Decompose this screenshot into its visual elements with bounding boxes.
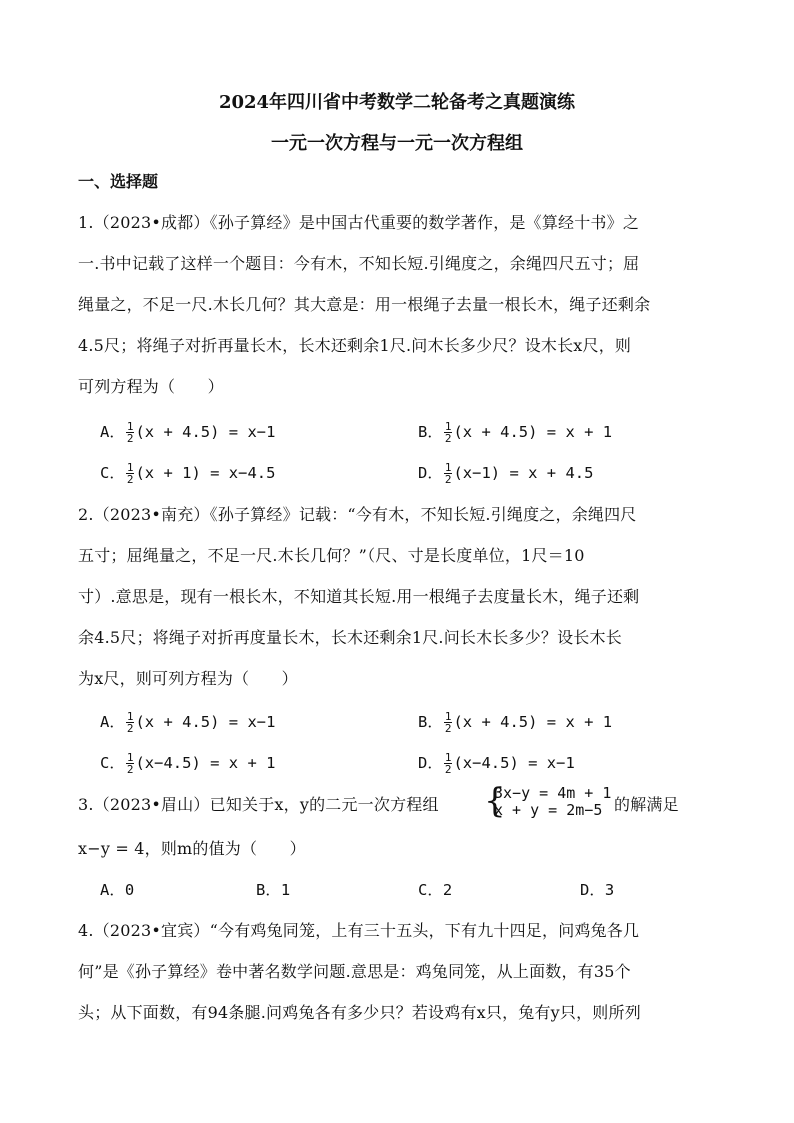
q4-line: 4.（2023•宜宾）“今有鸡兔同笼，上有三十五头，下有九十四足，问鸡兔各几 <box>78 921 640 940</box>
section-heading: 一、选择题 <box>78 172 159 191</box>
q3-option-c[interactable]: C．2 <box>418 881 453 899</box>
fraction-denominator: 2 <box>126 473 134 486</box>
fraction-numerator: 1 <box>444 420 452 433</box>
q2-line: 寸）.意思是，现有一根长木，不知道其长短.用一根绳子去度量长木，绳子还剩 <box>78 587 640 606</box>
page-title: 2024年四川省中考数学二轮备考之真题演练 <box>218 92 576 113</box>
q1-line: 4.5尺；将绳子对折再量长木，长木还剩余1尺.问木长多少尺？设木长x尺，则 <box>78 336 632 355</box>
option-text: (x−4.5) = x + 1 <box>135 754 276 772</box>
q2-option-d[interactable] <box>418 751 575 775</box>
fraction <box>126 462 135 485</box>
q1-line: 一.书中记载了这样一个题目：今有木，不知长短.引绳度之，余绳四尺五寸；屈 <box>78 254 640 273</box>
fraction-denominator: 2 <box>126 722 134 735</box>
fraction-numerator: 1 <box>444 751 452 764</box>
fraction <box>126 752 135 775</box>
q1-option-a[interactable] <box>100 420 275 444</box>
q2-line: 2.（2023•南充）《孙子算经》记载：“今有木，不知长短.引绳度之，余绳四尺 <box>78 505 637 524</box>
fraction-denominator: 2 <box>444 763 452 776</box>
q2-option-b[interactable] <box>418 710 612 734</box>
q3-option-b[interactable]: B．1 <box>256 881 291 899</box>
fraction-numerator: 1 <box>126 710 134 723</box>
q2-option-a[interactable] <box>100 710 275 734</box>
option-label: A． <box>100 423 125 441</box>
option-label: B． <box>418 423 443 441</box>
q2-line: 五寸；屈绳量之，不足一尺.木长几何？”（尺、寸是长度单位，1尺＝10 <box>78 546 585 565</box>
option-text: (x−4.5) = x−1 <box>453 754 575 772</box>
fraction <box>444 421 453 444</box>
equation-2: x + y = 2m−5 <box>494 801 603 819</box>
q3-option-a[interactable]: A．0 <box>100 881 135 899</box>
q1-option-b[interactable] <box>418 420 612 444</box>
fraction <box>444 711 453 734</box>
q3-suffix: 的解满足 <box>614 795 679 814</box>
q1-line: 可列方程为（ ） <box>78 377 224 396</box>
option-text: (x + 4.5) = x−1 <box>135 713 276 731</box>
option-label: D． <box>418 754 443 772</box>
option-text: (x−1) = x + 4.5 <box>453 464 594 482</box>
fraction <box>444 752 453 775</box>
equation-system <box>484 781 612 821</box>
option-text: (x + 1) = x−4.5 <box>135 464 276 482</box>
page-subtitle: 一元一次方程与一元一次方程组 <box>271 133 523 154</box>
fraction-denominator: 2 <box>126 763 134 776</box>
fraction-numerator: 1 <box>126 751 134 764</box>
option-label: B． <box>418 713 443 731</box>
option-label: C． <box>100 464 125 482</box>
option-label: D． <box>418 464 443 482</box>
equation-1: 3x−y = 4m + 1 <box>494 784 612 802</box>
q3-line: x−y = 4，则m的值为（ ） <box>78 839 306 858</box>
fraction-numerator: 1 <box>126 420 134 433</box>
q4-line: 何”是《孙子算经》卷中著名数学问题.意思是：鸡兔同笼，从上面数，有35个 <box>78 962 631 981</box>
fraction-numerator: 1 <box>444 461 452 474</box>
fraction-denominator: 2 <box>444 722 452 735</box>
q1-option-c[interactable] <box>100 461 275 485</box>
q4-line: 头；从下面数，有94条腿.问鸡兔各有多少只？若设鸡有x只，兔有y只，则所列 <box>78 1003 641 1022</box>
q2-option-c[interactable] <box>100 751 275 775</box>
option-text: (x + 4.5) = x + 1 <box>453 423 613 441</box>
fraction-denominator: 2 <box>444 432 452 445</box>
fraction <box>126 421 135 444</box>
fraction <box>444 462 453 485</box>
option-label: C． <box>100 754 125 772</box>
fraction-numerator: 1 <box>126 461 134 474</box>
option-text: (x + 4.5) = x−1 <box>135 423 276 441</box>
q1-line: 1.（2023•成都）《孙子算经》是中国古代重要的数学著作，是《算经十书》之 <box>78 213 640 232</box>
fraction-denominator: 2 <box>126 432 134 445</box>
option-text: (x + 4.5) = x + 1 <box>453 713 613 731</box>
fraction <box>126 711 135 734</box>
q3-prefix: 3.（2023•眉山）已知关于x，y的二元一次方程组 <box>78 795 439 814</box>
q1-line: 绳量之，不足一尺.木长几何？其大意是：用一根绳子去量一根长木，绳子还剩余 <box>78 295 651 314</box>
fraction-numerator: 1 <box>444 710 452 723</box>
q2-line: 余4.5尺；将绳子对折再度量长木，长木还剩余1尺.问长木长多少？设长木长 <box>78 628 622 647</box>
q2-line: 为x尺，则可列方程为（ ） <box>78 669 298 688</box>
brace-icon: { <box>484 781 506 821</box>
q3-option-d[interactable]: D．3 <box>580 881 615 899</box>
option-label: A． <box>100 713 125 731</box>
q1-option-d[interactable] <box>418 461 593 485</box>
fraction-denominator: 2 <box>444 473 452 486</box>
